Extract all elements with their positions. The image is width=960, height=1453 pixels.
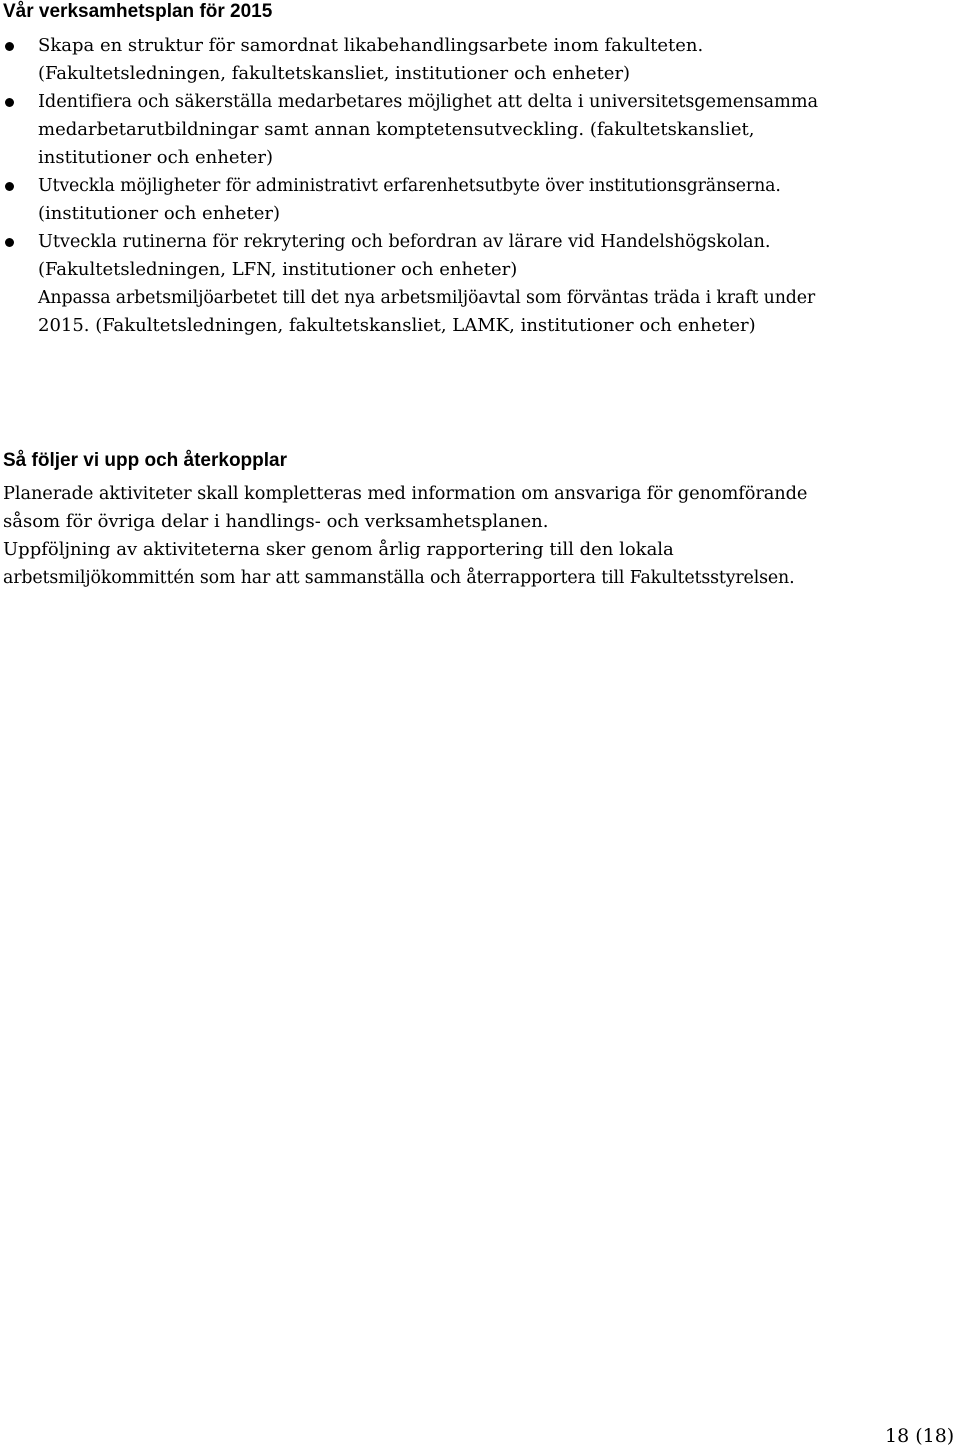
paragraph-line: Planerade aktiviteter skall kompletteras med information om ansvariga för genomförande: [3, 483, 808, 504]
bullet-icon: [5, 42, 14, 51]
paragraph-line: Uppföljning av aktiviteterna sker genom årlig rapportering till den lokala: [3, 539, 674, 560]
list-item: [0, 88, 960, 172]
list-item-line: Skapa en struktur för samordnat likabehandlingsarbete inom fakulteten.: [38, 35, 704, 56]
bullet-icon: [5, 238, 14, 247]
list-item: [0, 228, 960, 340]
paragraph-line: arbetsmiljökommittén som har att sammanställa och återrapportera till Fakultetsstyrelsen.: [3, 568, 795, 588]
list-item-line: (Fakultetsledningen, LFN, institutioner och enheter): [38, 259, 518, 280]
list-item: [0, 32, 960, 88]
list-item-line: Utveckla möjligheter för administrativt erfarenhetsutbyte över institutionsgränserna.: [38, 176, 781, 196]
section-heading-verksamhetsplan: Vår verksamhetsplan för 2015: [3, 1, 273, 22]
section-heading-uppfoljning: Så följer vi upp och återkopplar: [3, 450, 288, 471]
bullet-icon: [5, 98, 14, 107]
verksamhetsplan-list: [0, 32, 960, 340]
list-item-line: Anpassa arbetsmiljöarbetet till det nya arbetsmiljöavtal som förväntas träda i kraft under: [38, 288, 816, 308]
list-item-line: (institutioner och enheter): [38, 203, 281, 224]
bullet-icon: [5, 182, 14, 191]
paragraph-line: såsom för övriga delar i handlings- och verksamhetsplanen.: [3, 511, 549, 532]
list-item-line: medarbetarutbildningar samt annan komptetensutveckling. (fakultetskansliet,: [38, 119, 755, 140]
list-item: [0, 172, 960, 228]
page-number: 18 (18): [885, 1425, 955, 1447]
uppfoljning-paragraph: [3, 480, 807, 592]
list-item-line: institutioner och enheter): [38, 147, 274, 168]
list-item-line: 2015. (Fakultetsledningen, fakultetskansliet, LAMK, institutioner och enheter): [38, 315, 756, 336]
list-item-line: Identifiera och säkerställa medarbetares möjlighet att delta i universitetsgemensamma: [38, 91, 819, 112]
list-item-line: Utveckla rutinerna för rekrytering och befordran av lärare vid Handelshögskolan.: [38, 231, 771, 252]
list-item-line: (Fakultetsledningen, fakultetskansliet, institutioner och enheter): [38, 63, 631, 84]
